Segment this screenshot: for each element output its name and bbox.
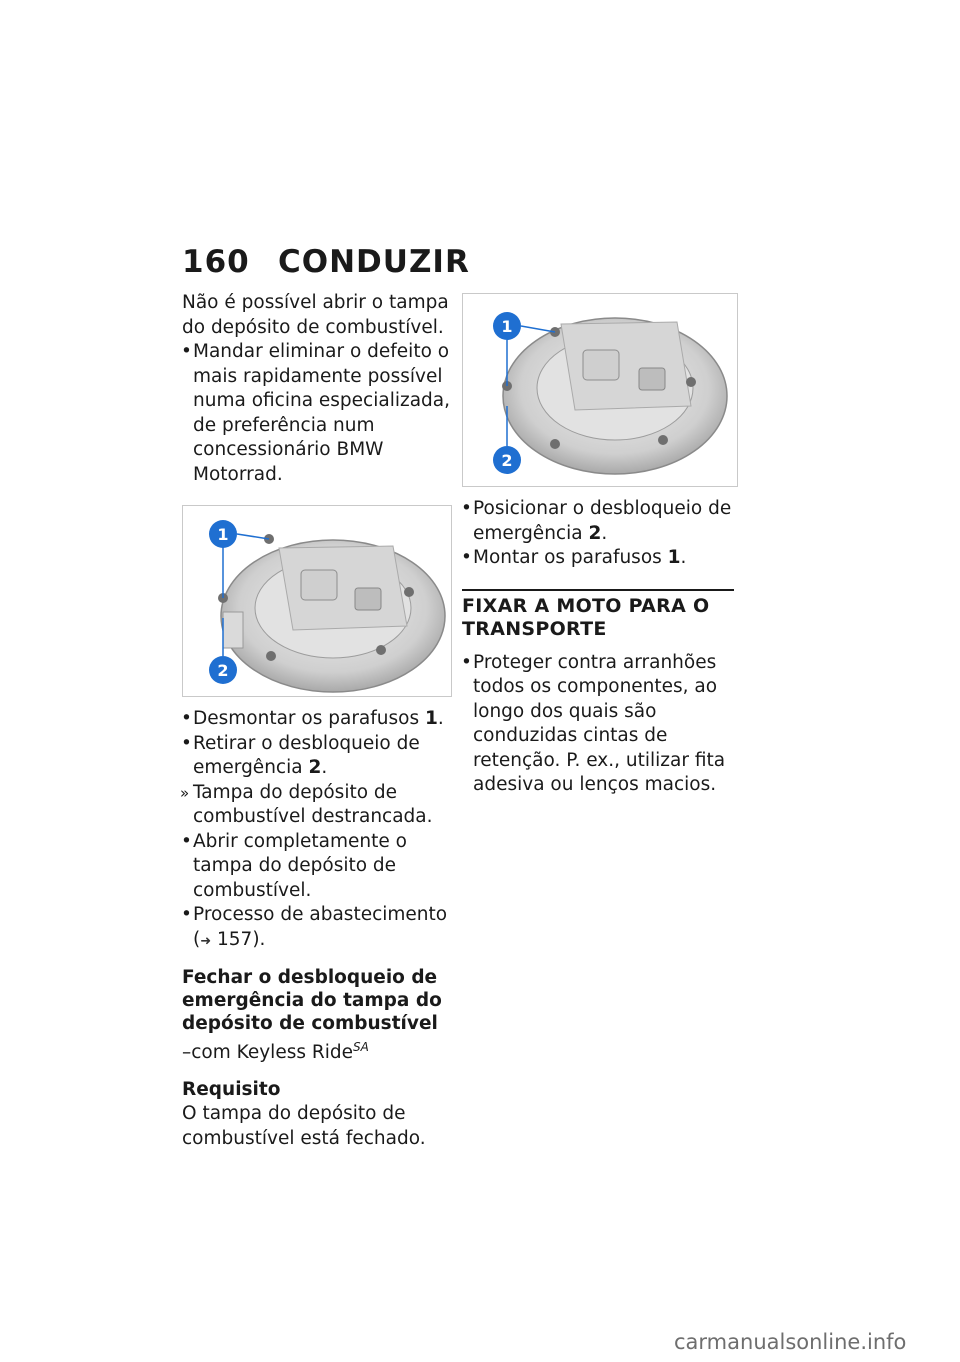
right-column — [462, 293, 734, 798]
requirement-text: O tampa do depósito de combustível está fechado. — [182, 1103, 426, 1149]
watermark: carmanualsonline.info — [674, 1330, 907, 1354]
callout-1-label: 1 — [217, 525, 229, 544]
chapter-title: CONDUZIR — [278, 244, 470, 280]
result-unlocked: » Tampa do depósito de combustível destrancada. — [182, 781, 454, 830]
transport-heading: FIXAR A MOTO PARA O TRANSPORTE — [462, 594, 710, 640]
fuel-cap-illustration — [183, 506, 451, 696]
step-mount-screws: • Montar os parafusos 1. — [462, 546, 734, 571]
step-open-cap: • Abrir completamente o tampa do depósito de combustível. — [182, 830, 454, 904]
step-remove-release: • Retirar o desbloqueio de emergência 2. — [182, 732, 454, 781]
bullet-protect: • Proteger contra arranhões todos os componentes, ao longo dos quais são conduzidas cintas de retenção. P. ex., utilizar fita adesiva ou lenços macios. — [462, 651, 734, 798]
page-number: 160 — [182, 244, 250, 280]
fuel-cap-figure-left — [182, 505, 452, 697]
step-refuel: • Processo de abastecimento (➜ 157). — [182, 903, 454, 954]
step-position-release: • Posicionar o desbloqueio de emergência 2. — [462, 497, 734, 546]
callout-2-label: 2 — [217, 661, 229, 680]
bullet-service: • Mandar eliminar o defeito o mais rapidamente possível numa oficina especializada, de preferência num concessionário BMW Motorrad. — [182, 340, 454, 487]
page-header — [182, 244, 470, 280]
callout-2-label: 2 — [501, 451, 513, 470]
requirement-heading: Requisito — [182, 1078, 281, 1100]
callout-1-label: 1 — [501, 317, 513, 336]
section-heading: Fechar o desbloqueio de emergência do tampa do depósito de combustível — [182, 967, 442, 1034]
keyless-note: –com Keyless Ride$^{SA}$ — [182, 1040, 369, 1064]
page-reference[interactable]: (➜ 157). — [193, 928, 266, 950]
fuel-cap-illustration — [463, 294, 737, 486]
intro-text: Não é possível abrir o tampa do depósito de combustível. — [182, 292, 449, 338]
step-remove-screws: • Desmontar os parafusos 1. — [182, 707, 454, 732]
left-column — [182, 291, 454, 1151]
section-divider — [462, 589, 734, 641]
arrow-right-icon: ➜ — [200, 933, 212, 949]
fuel-cap-figure-right — [462, 293, 738, 487]
